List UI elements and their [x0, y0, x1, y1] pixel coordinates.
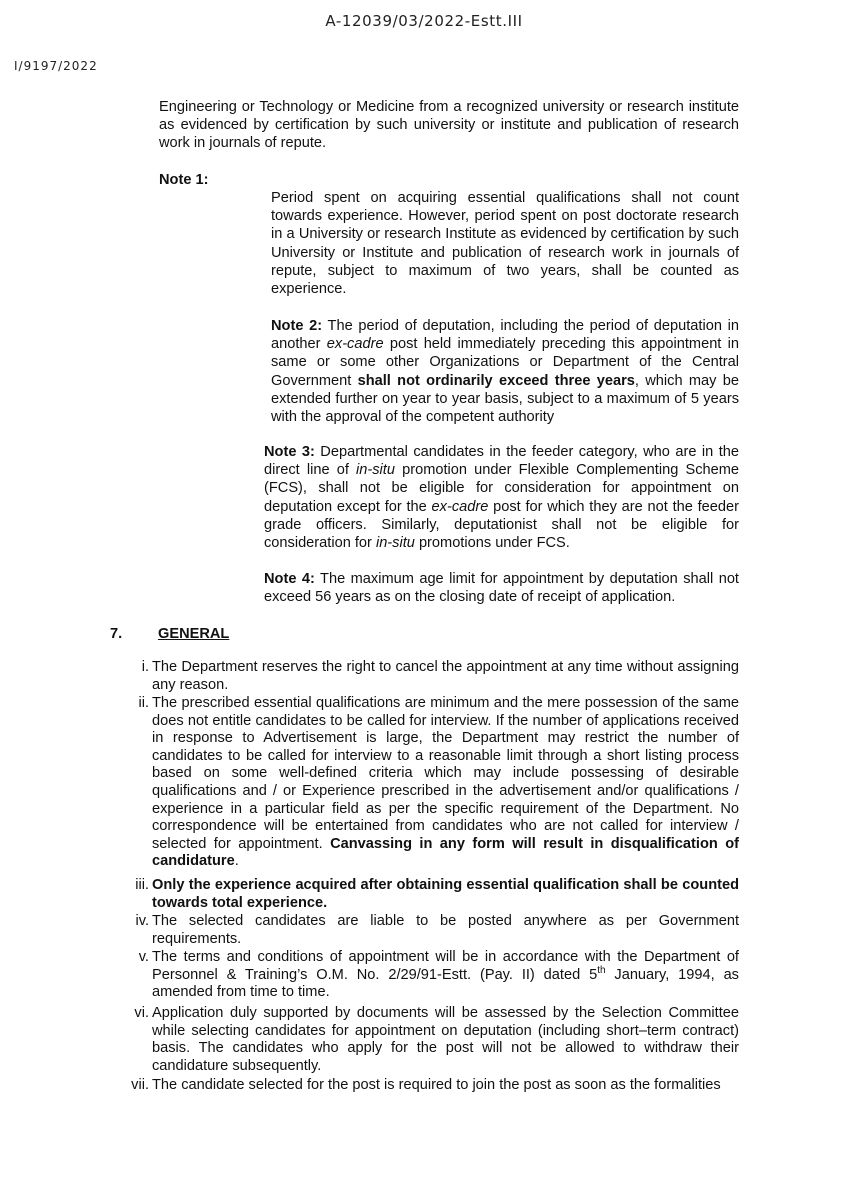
list-item-text: The selected candidates are liable to be posted anywhere as per Government requirements. — [152, 913, 739, 947]
list-item-text: The candidate selected for the post is required to join the post as soon as the formalities — [152, 1077, 721, 1093]
note-1-label: Note 1: — [159, 172, 209, 188]
list-item-text: Only the experience acquired after obtaining essential qualification shall be counted towards total experience. — [152, 877, 739, 911]
note-4-paragraph: Note 4: The maximum age limit for appointment by deputation shall not exceed 56 years as on the closing date of receipt of application. — [264, 571, 739, 606]
note-3-label: Note 3: — [264, 444, 315, 460]
file-reference-number: I/9197/2022 — [14, 59, 98, 73]
list-item-text: Application duly supported by documents will be assessed by the Selection Committee while selecting candidates for appointment on deputation (including short–term contract) basis. The candidates who apply for the post will not be allowed to withdraw their candidature subsequently. — [152, 1005, 739, 1074]
section-number: 7. — [110, 626, 123, 642]
list-item-text: The Department reserves the right to cancel the appointment at any time without assigning any reason. — [152, 659, 739, 693]
list-item-number: iv. — [135, 913, 149, 929]
list-item-text: The prescribed essential qualifications are minimum and the mere possession of the same does not entitle candidates to be called for interview. If the number of applications received in response to Advertisement is large, the Department may restrict the number of candidates to be called for interview to a reasonable limit through a short listing process based on some well-defined criteria which may include possessing of desirable qualifications and / or Experience prescribed in the advertisement and/or qualifications / experience in a particular field as per the specific requirement of the Department. No correspondence will be entertained from candidates who are not called for interview / selected for appointment. Canvassing in any form will result in disqualification of candidature. — [152, 695, 739, 870]
list-item-number: vi. — [134, 1005, 149, 1021]
list-item-number: iii. — [135, 877, 149, 893]
list-item-number: v. — [138, 949, 149, 965]
note-4-label: Note 4: — [264, 571, 315, 587]
note-3-paragraph: Note 3: Departmental candidates in the feeder category, who are in the direct line of in-situ promotion under Flexible Complementing Scheme (FCS), shall not be eligible for consideration for appointment on deputation except for the ex-cadre post for which they are not the feeder grade officers. Similarly, deputationist shall not be eligible for consideration for in-situ promotions under FCS. — [264, 444, 739, 552]
note-2-paragraph: Note 2: The period of deputation, including the period of deputation in another ex-cadre post held immediately preceding this appointment in same or some other Organizations or Department of the Central Government shall not ordinarily exceed three years, which may be extended further on year to year basis, subject to a maximum of 5 years with the approval of the competent authority — [271, 318, 740, 426]
list-item-number: ii. — [138, 695, 149, 711]
list-item-text: The terms and conditions of appointment will be in accordance with the Department of Personnel & Training’s O.M. No. 2/29/91-Estt. (Pay. II) dated 5th January, 1994, as amended from time to time. — [152, 949, 739, 1001]
list-item-number: vii. — [131, 1077, 149, 1093]
section-title: GENERAL — [158, 626, 230, 642]
intro-paragraph: Engineering or Technology or Medicine from a recognized university or research institute as evidenced by certification by such university or institute and publication of research work in journals of repute. — [159, 99, 739, 152]
note-1-text: Period spent on acquiring essential qualifications shall not count towards experience. However, period spent on post doctorate research in a University or research Institute as evidenced by certification by such University or Institute and publication of research work in journals of repute, subject to maximum of two years, shall be counted as experience. — [271, 190, 739, 298]
note-2-label: Note 2: — [271, 318, 323, 334]
list-item-number: i. — [141, 659, 149, 675]
document-reference-number: A-12039/03/2022-Estt.III — [325, 12, 523, 30]
